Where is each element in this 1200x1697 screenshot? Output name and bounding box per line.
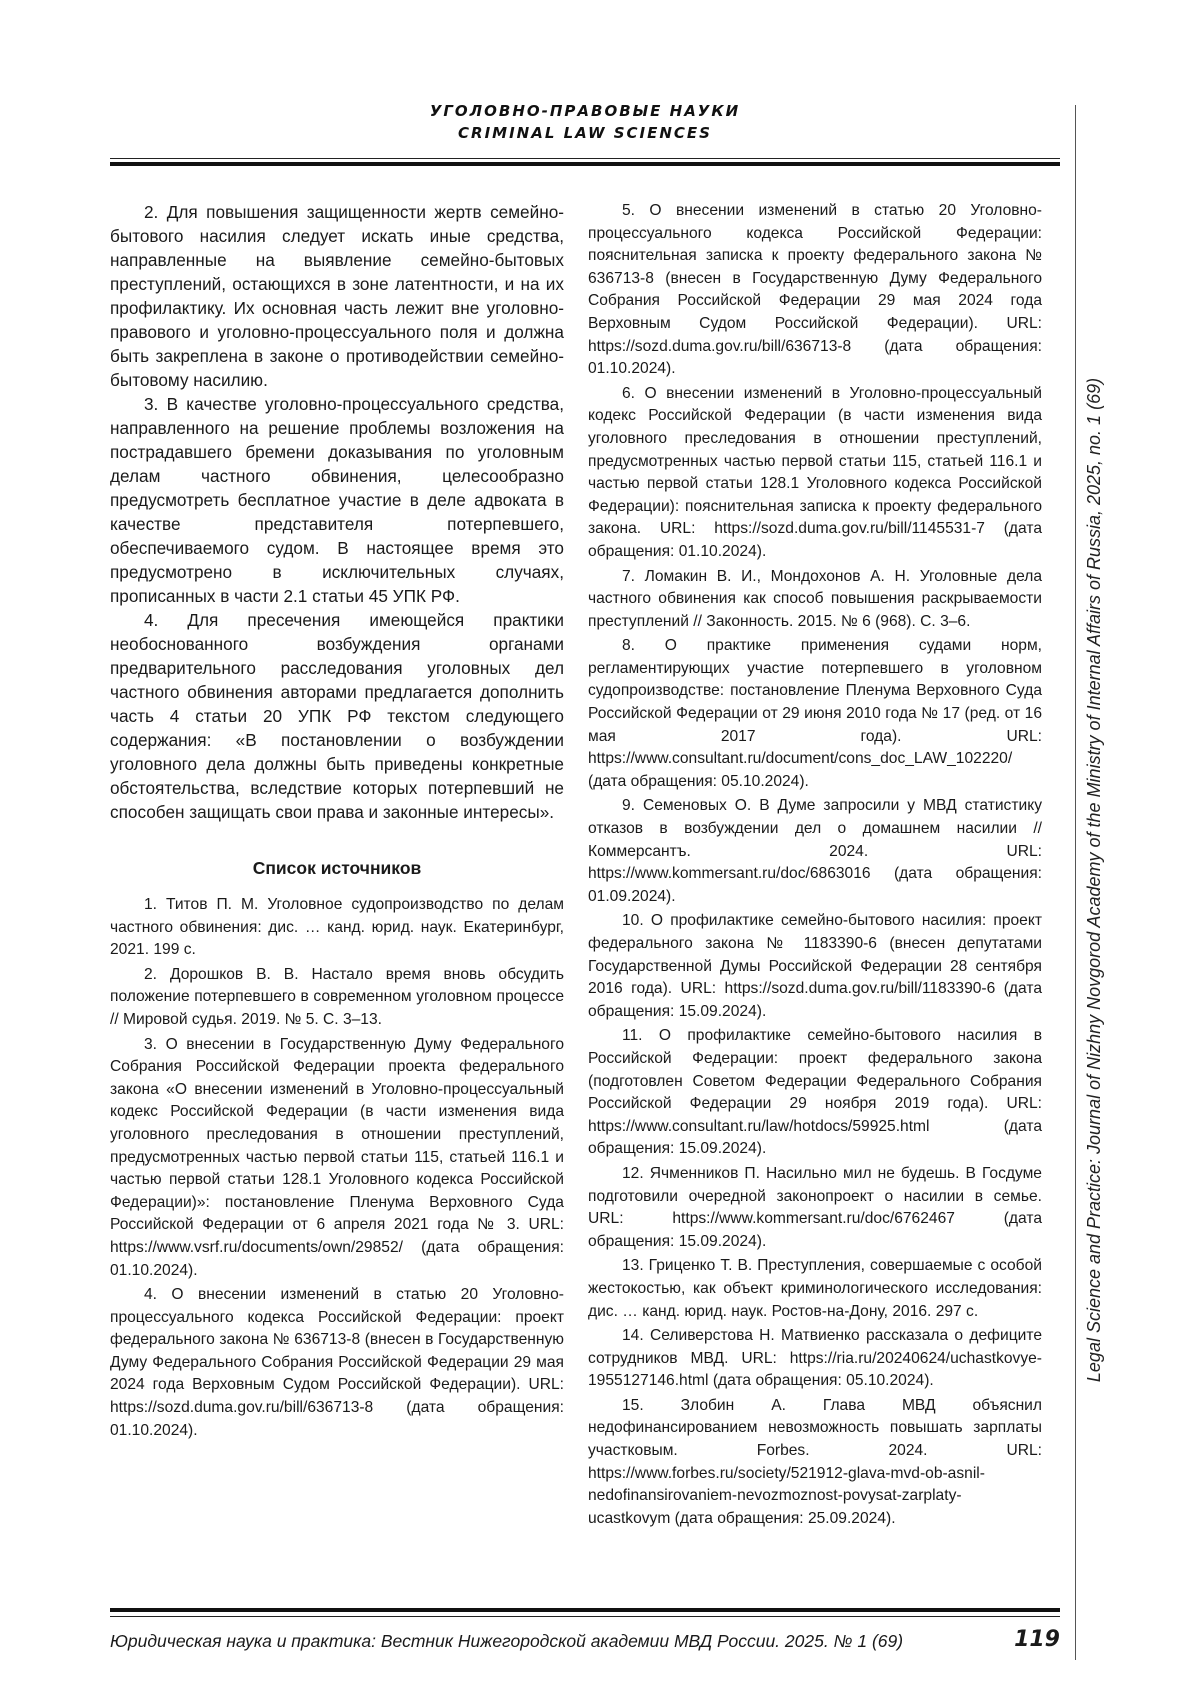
reference-item: 13. Гриценко Т. В. Преступления, совершаемые с особой жестокостью, как объект криминологического исследования: дис. … канд. юрид. наук. Ростов-на-Дону, 2016. 297 с. [588,1257,1042,1320]
reference-item: 7. Ломакин В. И., Мондохонов А. Н. Уголовные дела частного обвинения как способ повышения раскрываемости преступлений // Законность. 2015. № 6 (968). С. 3–6. [588,567,1042,630]
left-column [110,200,564,1444]
references-heading: Список источников [252,858,422,878]
reference-item: 3. О внесении в Государственную Думу Федерального Собрания Российской Федерации проекта федерального закона «О внесении изменений в Уголовно-процессуальный кодекс Российской Федерации (в части изменения вида уголовного преследования в отношении преступлений, предусмотренных частью первой статьи 115, статьей 116.1 и частью первой статьи 128.1 Уголовного кодекса Российской Федерации)»: постановление Пленума Верховного Суда Российской Федерации от 6 апреля 2021 года № 3. URL: https://www.vsrf.ru/documents/own/29852/ (дата обращения: 01.10.2024). [110,1035,564,1279]
footer-rule-thick [110,1608,1060,1612]
reference-item: 15. Злобин А. Глава МВД объяснил недофинансированием невозможность повышать зарплаты участковым. Forbes. 2024. URL: https://www.forbes.ru/society/521912-glava-mvd-ob-asnil-nedofinansirovaniem-nevozmoznost-povysat-zarplaty-ucastkovym (дата обращения: 25.09.2024). [588,1396,1042,1527]
header-rule-thick [110,162,1060,166]
side-vertical-rule [1075,105,1076,1660]
reference-item: 10. О профилактике семейно-бытового насилия: проект федерального закона № 1183390-6 (внесен депутатами Государственной Думы Российской Федерации 28 сентября 2016 года). URL: https://sozd.duma.gov.ru/bill/1183390-6 (дата обращения: 15.09.2024). [588,912,1042,1020]
reference-item: 6. О внесении изменений в Уголовно-процессуальный кодекс Российской Федерации (в части изменения вида уголовного преследования в отношении преступлений, предусмотренных частью первой статьи 115, статьей 116.1 и частью первой статьи 128.1 Уголовного кодекса Российской Федерации): пояснительная записка к проекту федерального закона. URL: https://sozd.duma.gov.ru/bill/1145531-7 (дата обращения: 01.10.2024). [588,384,1042,560]
footer-rule-thin [110,1616,1060,1617]
side-journal-title: Legal Science and Practice: Journal of Nizhny Novgorod Academy of the Ministry of Internal Affairs of Russia, 2025, no. 1 (69) [1084,377,1104,1383]
footer-journal-title: Юридическая наука и практика: Вестник Нижегородской академии МВД России. 2025. № 1 (69) [110,1631,904,1651]
reference-item: 4. О внесении изменений в статью 20 Уголовно-процессуального кодекса Российской Федерации: проект федерального закона № 636713-8 (внесен в Государственную Думу Федерального Собрания Российской Федерации 29 мая 2024 года Верховным Судом Российской Федерации). URL: https://sozd.duma.gov.ru/bill/636713-8 (дата обращения: 01.10.2024). [110,1286,564,1439]
reference-item: 8. О практике применения судами норм, регламентирующих участие потерпевшего в уголовном судопроизводстве: постановление Пленума Верховного Суда Российской Федерации от 29 июня 2010 года № 17 (ред. от 16 мая 2017 года). URL: https://www.consultant.ru/document/cons_doc_LAW_102220/ (дата обращения: 05.10.2024). [588,637,1042,790]
page-number: 119 [1014,1627,1060,1652]
reference-item: 11. О профилактике семейно-бытового насилия в Российской Федерации: проект федерального закона (подготовлен Советом Федерации Федерального Собрания Российской Федерации 29 ноября 2019 года). URL: https://www.consultant.ru/law/hotdocs/59925.html (дата обращения: 15.09.2024). [588,1027,1042,1158]
conclusion-paragraph: 3. В качестве уголовно-процессуального средства, направленного на решение проблемы возложения на пострадавшего бремени доказывания по уголовным делам частного обвинения, целесообразно предусмотреть бесплатное участие в деле адвоката в качестве представителя потерпевшего, обеспечиваемого судом. В настоящее время это предусмотрено в исключительных случаях, прописанных в части 2.1 статьи 45 УПК РФ. [110,394,564,606]
reference-item: 1. Титов П. М. Уголовное судопроизводство по делам частного обвинения: дис. … канд. юрид. наук. Екатеринбург, 2021. 199 с. [110,896,564,959]
reference-item: 5. О внесении изменений в статью 20 Уголовно-процессуального кодекса Российской Федерации: пояснительная записка к проекту федерального закона № 636713-8 (внесен в Государственную Думу Федерального Собрания Российской Федерации 29 мая 2024 года Верховным Судом Российской Федерации). URL: https://sozd.duma.gov.ru/bill/636713-8 (дата обращения: 01.10.2024). [588,202,1042,378]
section-title-en: CRIMINAL LAW SCIENCES [458,124,712,142]
reference-item: 14. Селиверстова Н. Матвиенко рассказала о дефиците сотрудников МВД. URL: https://ria.ru/20240624/uchastkovye-1955127146.html (дата обращения: 05.10.2024). [588,1327,1042,1390]
reference-item: 12. Ячменников П. Насильно мил не будешь. В Госдуме подготовили очередной законопроект о насилии в семье. URL: https://www.kommersant.ru/doc/6762467 (дата обращения: 15.09.2024). [588,1164,1042,1250]
page-footer [110,1628,1060,1658]
header-rule-thin [110,158,1060,159]
conclusion-paragraph: 2. Для повышения защищенности жертв семейно-бытового насилия следует искать иные средства, направленные на выявление семейно-бытовых преступлений, остающихся в зоне латентности, и на их профилактику. Их основная часть лежит вне уголовно-правового и уголовно-процессуального поля и должна быть закреплена в законе о противодействии семейно-бытовому насилию. [110,202,564,390]
reference-item: 9. Семеновых О. В Думе запросили у МВД статистику отказов в возбуждении дел о домашнем насилии // Коммерсантъ. 2024. URL: https://www.kommersant.ru/doc/6863016 (дата обращения: 01.09.2024). [588,797,1042,905]
conclusion-paragraph: 4. Для пресечения имеющейся практики необоснованного возбуждения органами предварительного расследования уголовных дел частного обвинения авторами предлагается дополнить часть 4 статьи 20 УПК РФ текстом следующего содержания: «В постановлении о возбуждении уголовного дела должны быть приведены конкретные обстоятельства, вследствие которых потерпевший не способен защищать свои права и законные интересы». [110,610,564,822]
reference-item: 2. Дорошков В. В. Настало время вновь обсудить положение потерпевшего в современном уголовном процессе // Мировой судья. 2019. № 5. С. 3–13. [110,965,564,1028]
right-column [588,200,1042,1532]
section-title-ru: УГОЛОВНО-ПРАВОВЫЕ НАУКИ [429,102,741,120]
section-header [110,100,1060,144]
